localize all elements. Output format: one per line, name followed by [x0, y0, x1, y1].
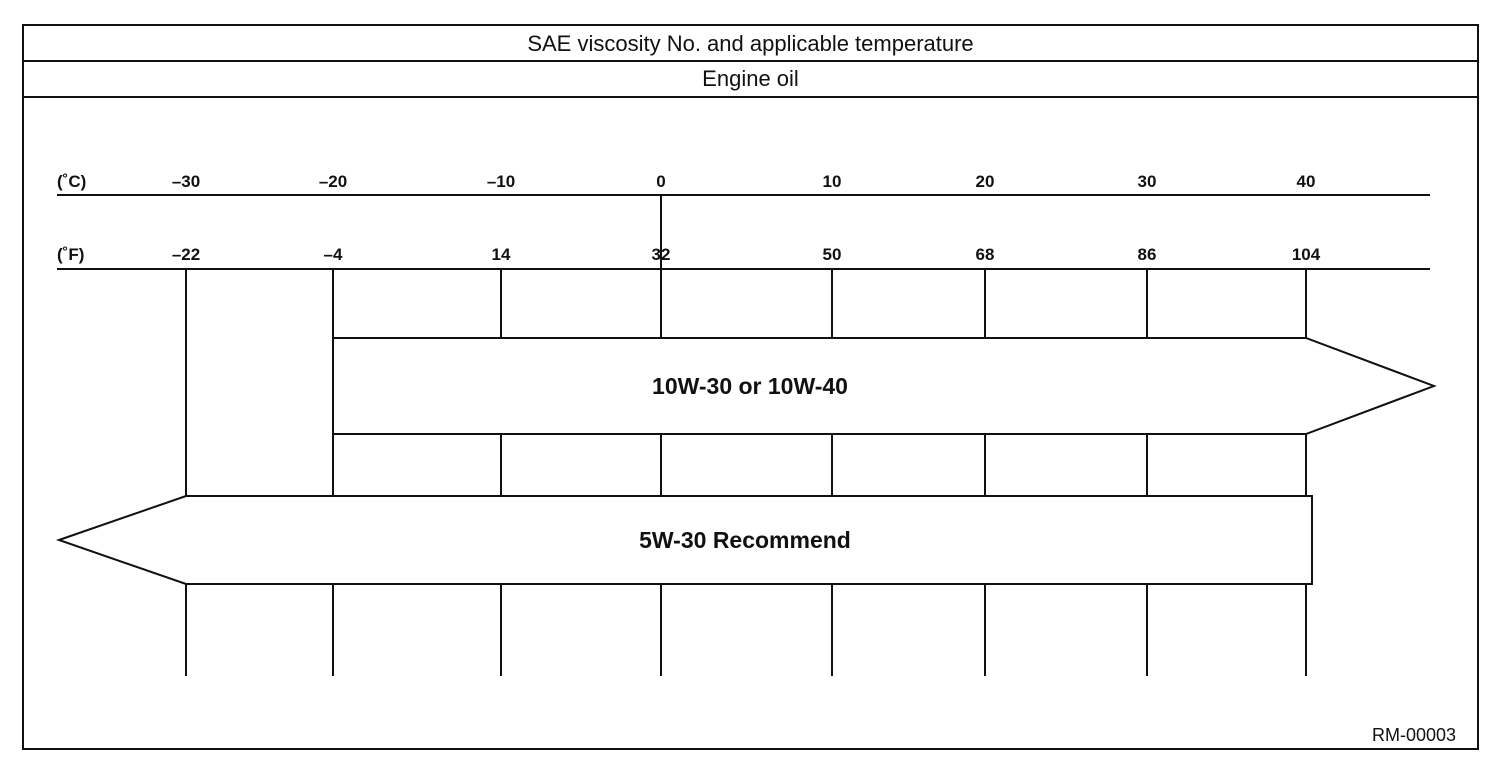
tick-label: –20 — [318, 172, 348, 191]
tick-label: 50 — [822, 245, 842, 264]
tick-label: 86 — [1137, 245, 1157, 264]
tick-label: –10 — [486, 172, 516, 191]
tick-label: 32 — [651, 245, 671, 264]
range-arrow-band — [333, 338, 1434, 434]
chart-subtitle: Engine oil — [24, 62, 1477, 98]
tick-label: 40 — [1296, 172, 1316, 191]
tick-label: –22 — [171, 245, 201, 264]
tick-label: 20 — [975, 172, 995, 191]
tick-label: 30 — [1137, 172, 1157, 191]
scale-unit-label: (˚C) — [57, 172, 87, 191]
scale-unit-label: (˚F) — [57, 245, 85, 264]
tick-label: 0 — [656, 172, 666, 191]
range-band-label: 10W-30 or 10W-40 — [652, 373, 848, 399]
chart-title: SAE viscosity No. and applicable temperature — [24, 26, 1477, 62]
range-band-label: 5W-30 Recommend — [639, 527, 851, 553]
tick-label: –30 — [171, 172, 201, 191]
tick-label: 104 — [1291, 245, 1321, 264]
tick-label: 68 — [975, 245, 995, 264]
tick-label: –4 — [323, 245, 343, 264]
tick-label: 14 — [491, 245, 511, 264]
tick-label: 10 — [822, 172, 842, 191]
reference-code: RM-00003 — [1371, 725, 1456, 745]
